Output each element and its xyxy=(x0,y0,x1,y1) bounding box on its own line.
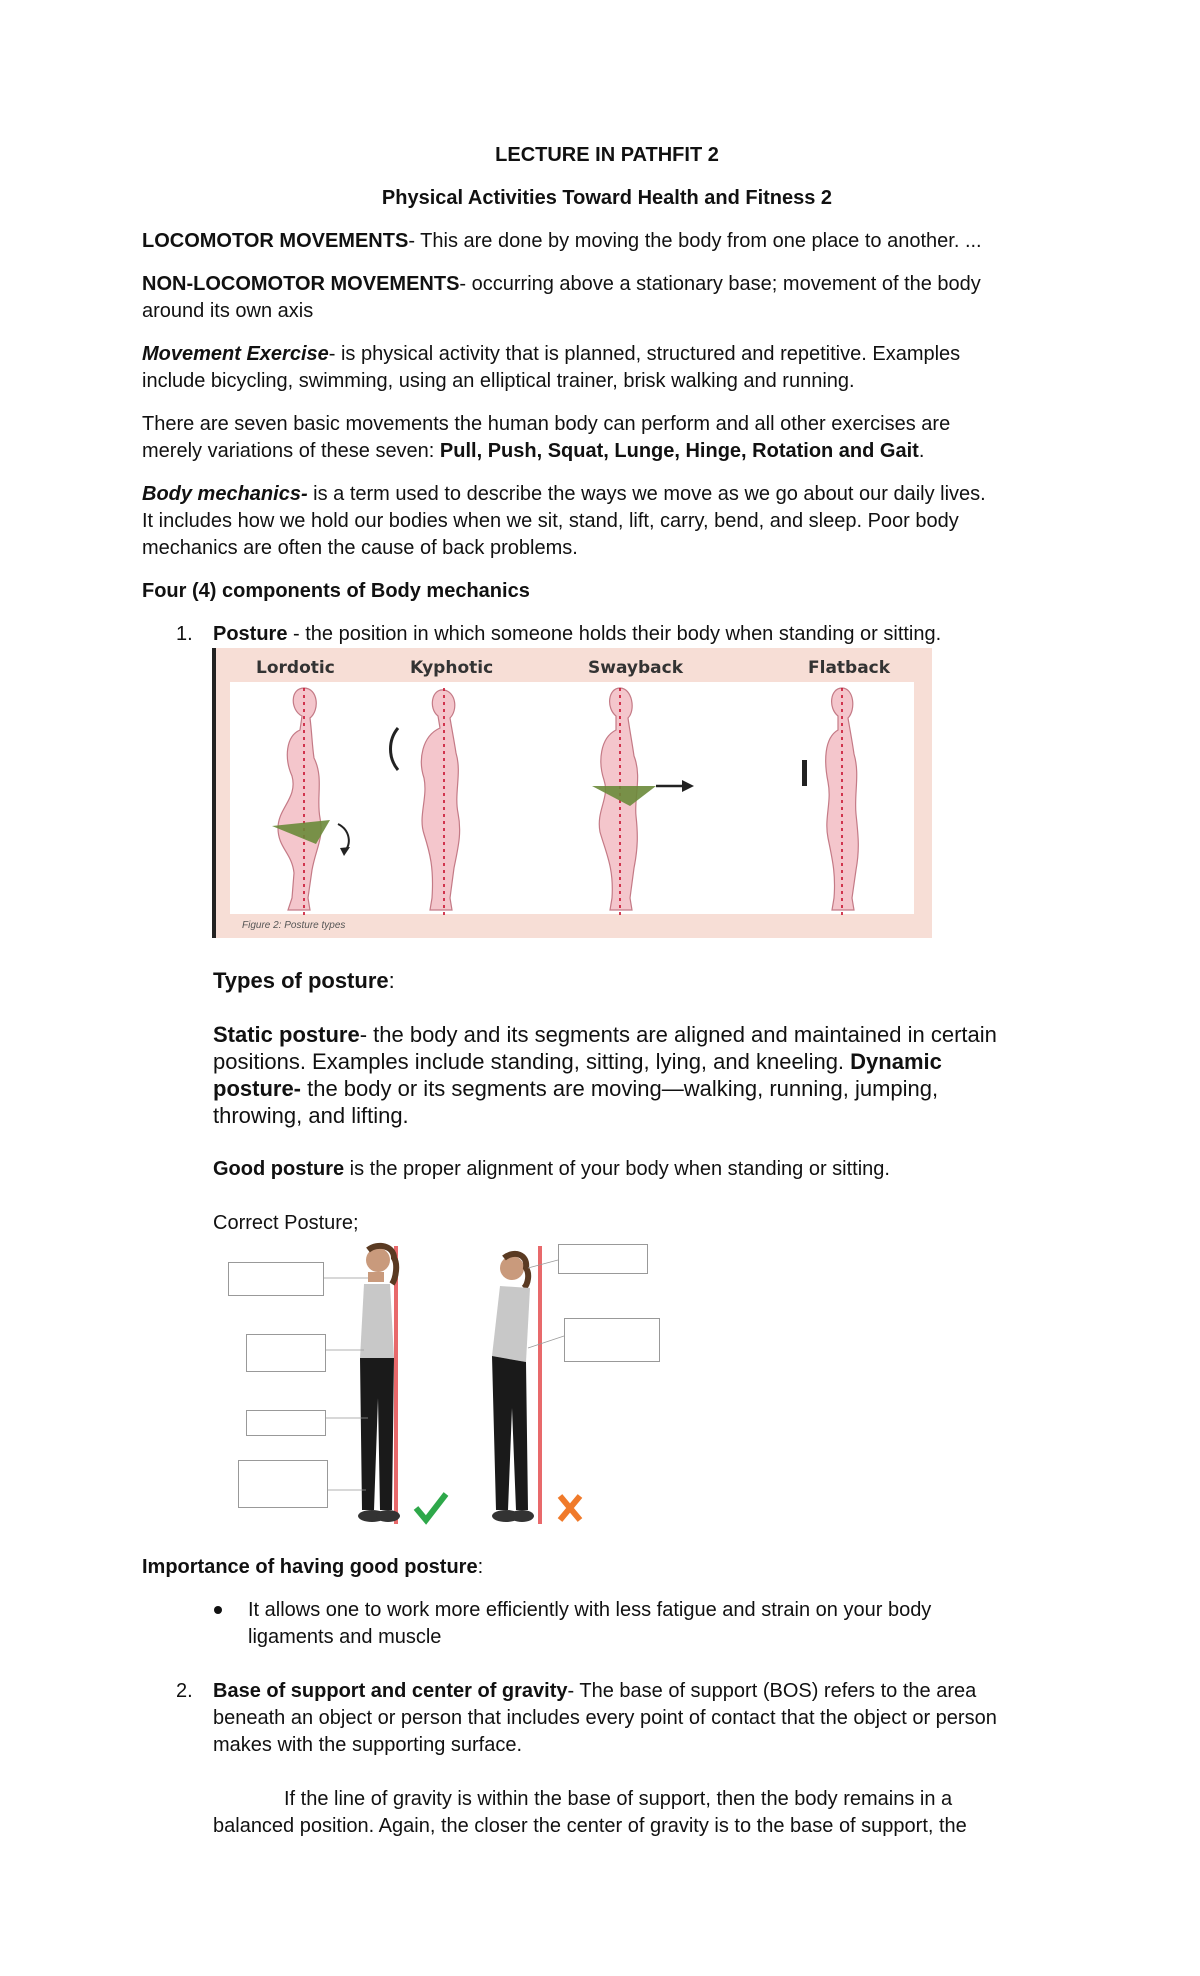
dynamic-term-part-2: posture- xyxy=(213,1076,301,1101)
callout-box-4 xyxy=(238,1460,328,1508)
body-mechanics-line-2: It includes how we hold our bodies when we sit, stand, lift, carry, bend, and sleep. Poor body xyxy=(142,510,959,532)
callout-box-3 xyxy=(246,1410,326,1436)
flatback-label: Flatback xyxy=(808,658,891,678)
good-posture-term: Good posture xyxy=(213,1158,345,1180)
body-mechanics-line-1 xyxy=(142,481,986,508)
locomotor-paragraph xyxy=(142,228,982,255)
static-line-1 xyxy=(213,1021,997,1049)
lordotic-label: Lordotic xyxy=(256,658,335,678)
posture-figure-caption: Figure 2: Posture types xyxy=(242,920,346,931)
seven-basic-suffix: . xyxy=(918,440,925,462)
non-locomotor-line-1 xyxy=(142,271,981,298)
item-1-term: Posture xyxy=(213,623,288,645)
item-1-text: - the position in which someone holds their body when standing or sitting. xyxy=(287,623,942,645)
correct-posture-label: Correct Posture; xyxy=(213,1212,359,1234)
document-subtitle: Physical Activities Toward Health and Fitness 2 xyxy=(381,187,833,209)
body-mechanics-line-3: mechanics are often the cause of back problems. xyxy=(142,537,578,559)
static-posture-term: Static posture xyxy=(213,1022,360,1047)
non-locomotor-line-2: around its own axis xyxy=(142,300,314,322)
non-locomotor-term: NON-LOCOMOTOR MOVEMENTS xyxy=(142,273,460,295)
item-2-text-1: - The base of support (BOS) refers to the area xyxy=(567,1680,977,1702)
components-heading: Four (4) components of Body mechanics xyxy=(142,580,530,602)
dynamic-text: the body or its segments are moving—walking, running, jumping, xyxy=(301,1076,939,1101)
body-mechanics-term: Body mechanics- xyxy=(142,483,308,505)
body-mechanics-text-1: is a term used to describe the ways we move as we go about our daily lives. xyxy=(307,483,986,505)
static-line-4: throwing, and lifting. xyxy=(213,1103,409,1128)
item-2-term: Base of support and center of gravity xyxy=(213,1680,568,1702)
figure-left-border xyxy=(212,648,216,938)
movement-exercise-line-2: include bicycling, swimming, using an elliptical trainer, brisk walking and running. xyxy=(142,370,855,392)
seven-basic-line-1: There are seven basic movements the human body can perform and all other exercises are xyxy=(142,413,951,435)
correct-woman xyxy=(358,1246,446,1524)
importance-heading xyxy=(142,1554,483,1581)
movement-exercise-text-1: - is physical activity that is planned, structured and repetitive. Examples xyxy=(328,343,961,365)
item-2-number: 2. xyxy=(176,1680,193,1702)
static-text-1: - the body and its segments are aligned and maintained in certain xyxy=(359,1022,997,1047)
dynamic-term-part-1: Dynamic xyxy=(850,1049,942,1074)
importance-bullet-line-1: It allows one to work more efficiently with less fatigue and strain on your body xyxy=(248,1599,932,1621)
callout-box-1 xyxy=(228,1262,324,1296)
locomotor-text: - This are done by moving the body from one place to another. ... xyxy=(408,230,982,252)
good-posture-text: is the proper alignment of your body when standing or sitting. xyxy=(344,1158,890,1180)
item-2-line-3: makes with the supporting surface. xyxy=(213,1734,523,1756)
static-line-3 xyxy=(213,1075,938,1103)
non-locomotor-text-1: - occurring above a stationary base; movement of the body xyxy=(459,273,981,295)
importance-bullet-line-2: ligaments and muscle xyxy=(248,1626,442,1648)
types-heading-colon: : xyxy=(388,968,395,993)
swayback-label: Swayback xyxy=(588,658,684,678)
callout-box-6 xyxy=(564,1318,660,1362)
types-of-posture-heading xyxy=(213,967,395,995)
static-line-2-prefix: positions. Examples include standing, sitting, lying, and kneeling. xyxy=(213,1049,851,1074)
document-title: LECTURE IN PATHFIT 2 xyxy=(495,144,719,166)
incorrect-woman xyxy=(492,1246,580,1524)
good-posture-line xyxy=(213,1156,890,1183)
callout-box-2 xyxy=(246,1334,326,1372)
item-1-number: 1. xyxy=(176,623,193,645)
posture-types-illustration xyxy=(212,648,932,938)
kyphotic-label: Kyphotic xyxy=(410,658,494,678)
seven-basic-prefix: merely variations of these seven: xyxy=(142,440,440,462)
seven-basic-line-2 xyxy=(142,438,924,465)
movement-exercise-term: Movement Exercise xyxy=(142,343,329,365)
importance-heading-colon: : xyxy=(477,1556,484,1578)
movement-exercise-line-1 xyxy=(142,341,960,368)
item-1-line xyxy=(213,621,941,648)
callout-box-5 xyxy=(558,1244,648,1274)
seven-basic-movements: Pull, Push, Squat, Lunge, Hinge, Rotation and Gait xyxy=(439,440,919,462)
gravity-paragraph-line-1: If the line of gravity is within the base of support, then the body remains in a xyxy=(284,1788,953,1810)
bullet-point xyxy=(214,1606,222,1614)
correct-posture-figure xyxy=(228,1238,808,1538)
item-2-line-2: beneath an object or person that includes every point of contact that the object or person xyxy=(213,1707,997,1729)
locomotor-term: LOCOMOTOR MOVEMENTS xyxy=(142,230,409,252)
figure-panel xyxy=(230,682,914,914)
types-heading-text: Types of posture xyxy=(213,968,389,993)
importance-heading-text: Importance of having good posture xyxy=(142,1556,478,1578)
gravity-paragraph-line-2: balanced position. Again, the closer the center of gravity is to the base of support, the xyxy=(213,1815,967,1837)
posture-types-figure xyxy=(212,648,932,938)
item-2-line-1 xyxy=(213,1678,976,1705)
static-line-2 xyxy=(213,1048,942,1076)
